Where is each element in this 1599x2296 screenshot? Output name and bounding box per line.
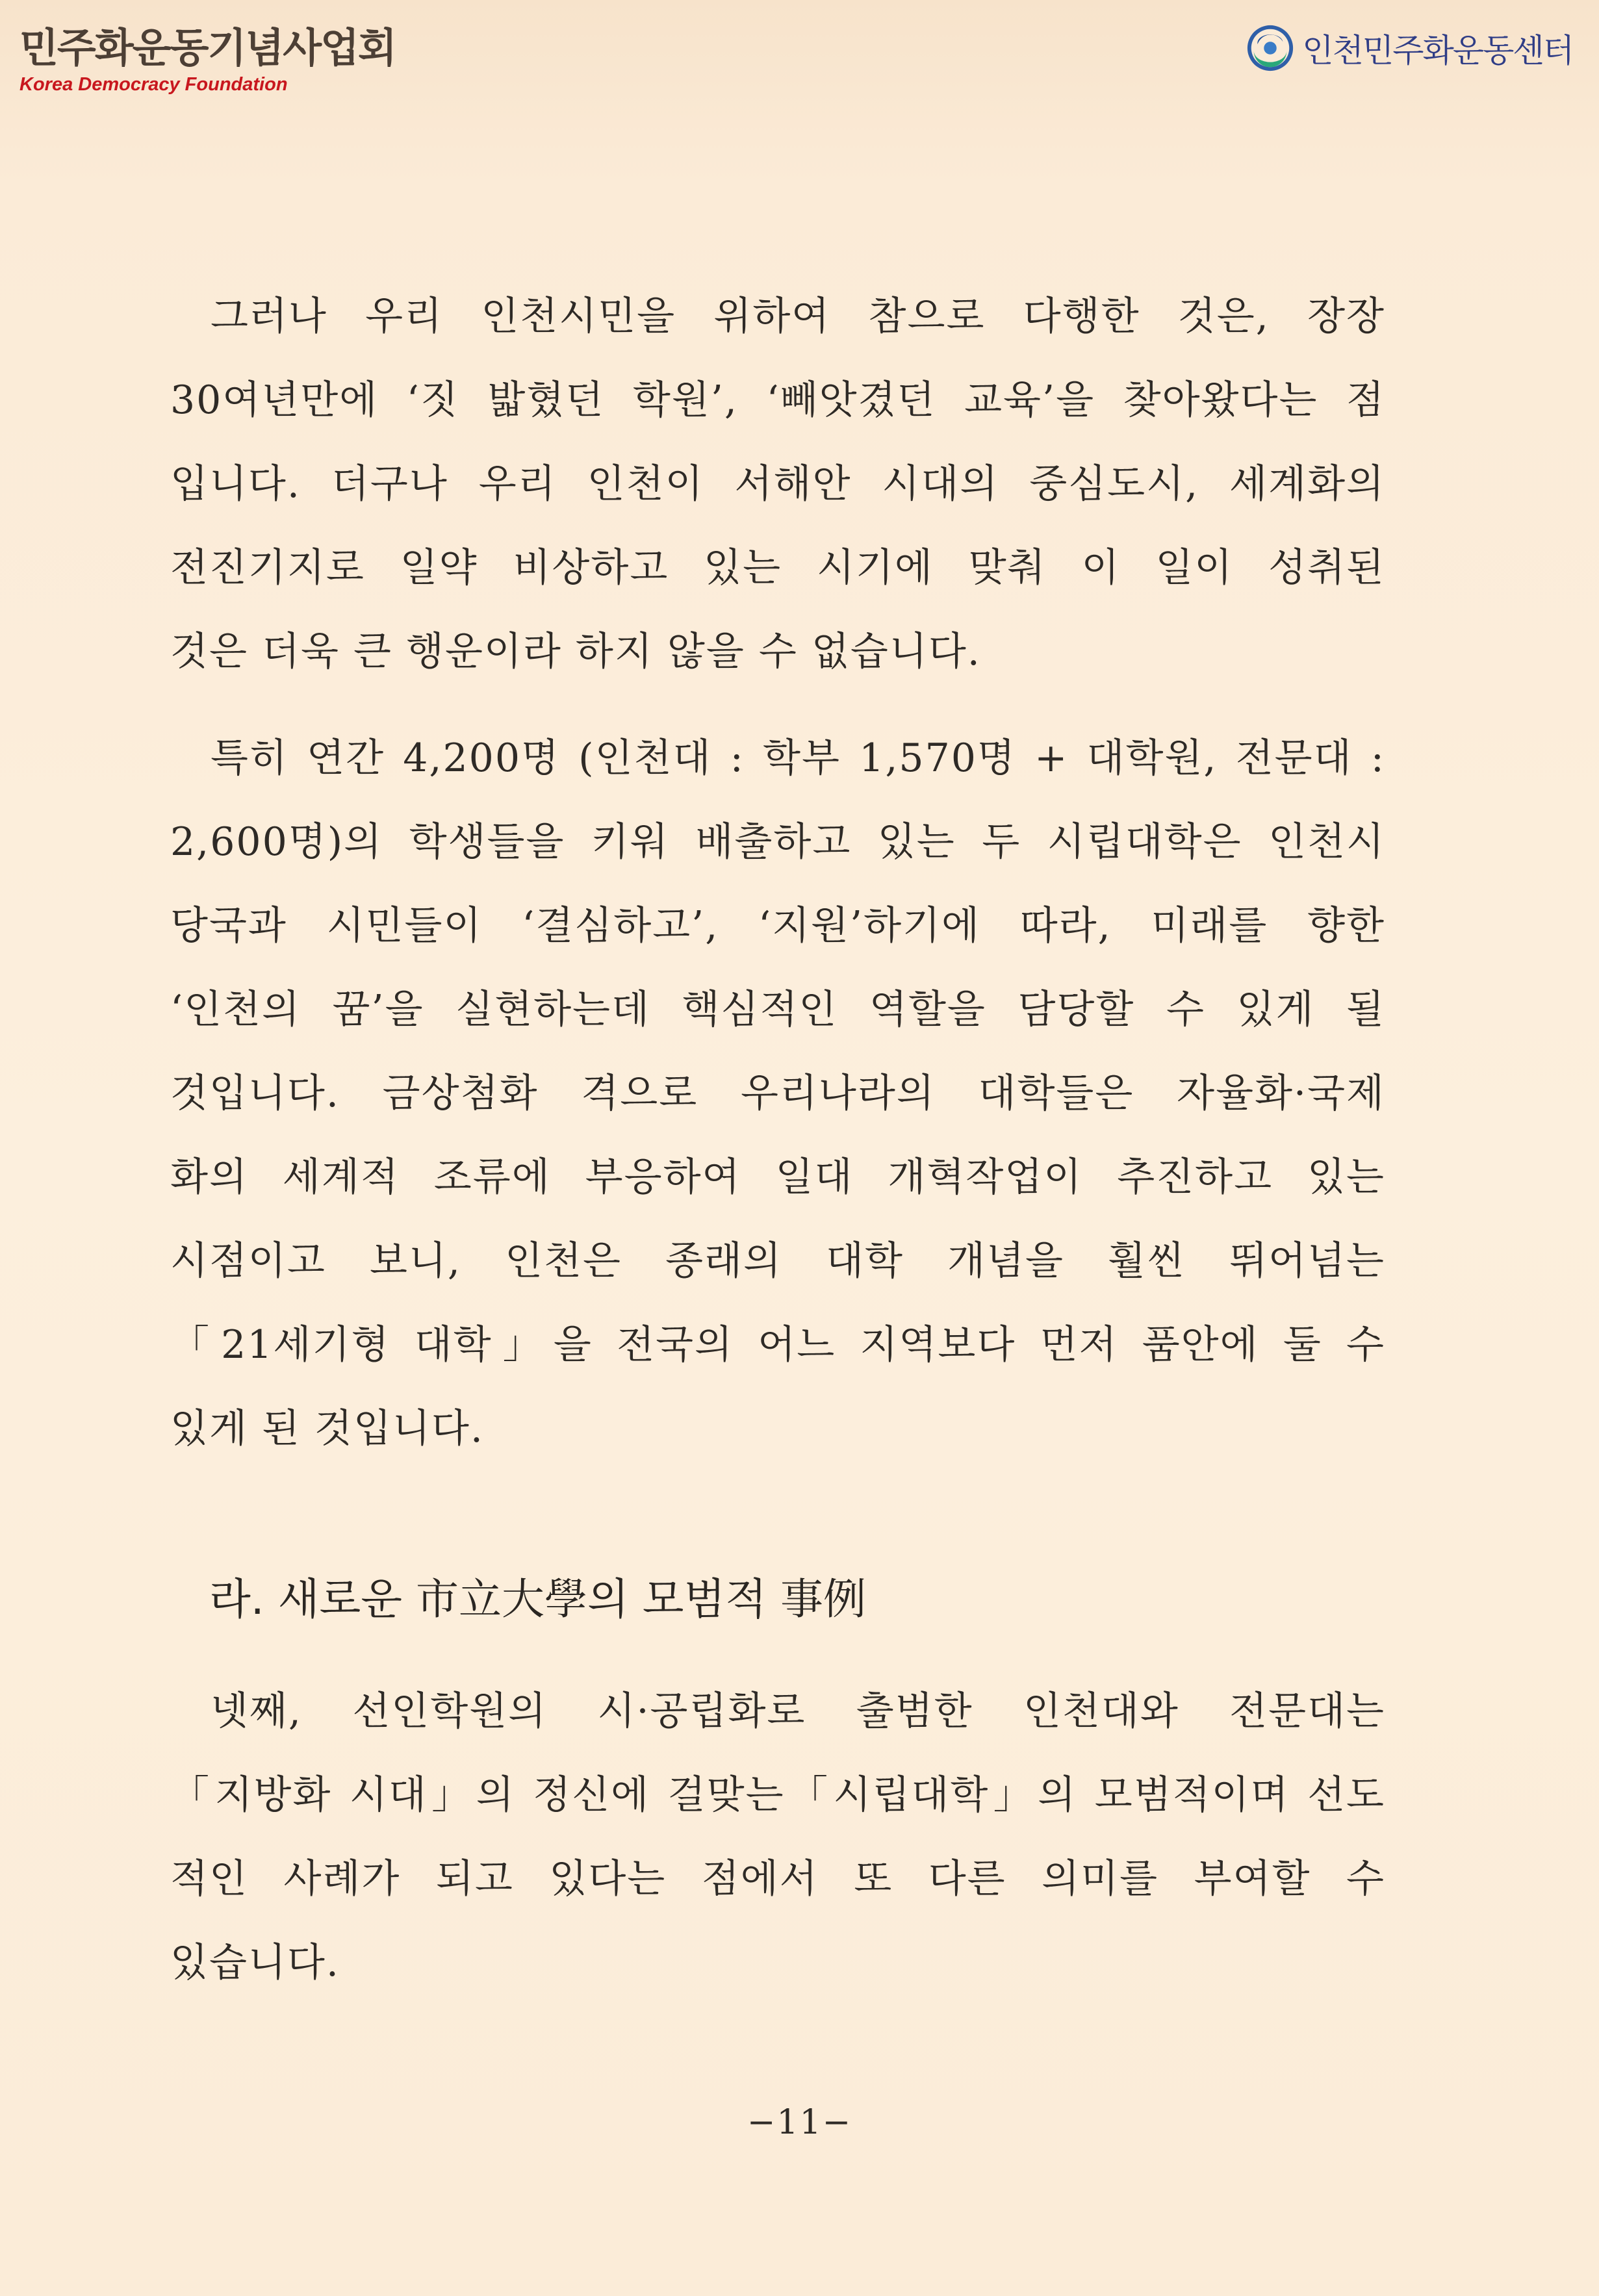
- text-line: 화의 세계적 조류에 부응하여 일대 개혁작업이 추진하고 있는: [170, 1154, 1385, 1200]
- text-line: 30여년만에 ‘짓 밟혔던 학원’, ‘빼앗겼던 교육’을 찾아왔다는 점: [170, 377, 1385, 423]
- text-line: 입니다. 더구나 우리 인천이 서해안 시대의 중심도시, 세계화의: [170, 461, 1385, 507]
- incheon-center-logo: [1245, 22, 1573, 74]
- kdf-logo-korean: 민주화운동기념사업회: [19, 24, 396, 71]
- text-line: 2,600명)의 학생들을 키워 배출하고 있는 두 시립대학은 인천시: [170, 819, 1385, 865]
- text-line: 특히 연간 4,200명 (인천대 : 학부 1,570명 + 대학원, 전문대 :: [211, 735, 1385, 781]
- text-line: 그러나 우리 인천시민을 위하여 참으로 다행한 것은, 장장: [211, 294, 1385, 339]
- paragraph-2: [170, 717, 1385, 1471]
- text-line: 시점이고 보니, 인천은 종래의 대학 개념을 훨씬 뛰어넘는: [170, 1238, 1385, 1284]
- text-line: 「지방화 시대」의 정신에 걸맞는「시립대학」의 모범적이며 선도: [170, 1772, 1385, 1818]
- text-line: 있습니다.: [170, 1940, 340, 1985]
- text-line: 당국과 시민들이 ‘결심하고’, ‘지원’하기에 따라, 미래를 향한: [170, 903, 1385, 949]
- text-line: 넷째, 선인학원의 시·공립화로 출범한 인천대와 전문대는: [211, 1689, 1385, 1734]
- section-heading: 라. 새로운 市立大學의 모범적 事例: [209, 1574, 866, 1624]
- text-line: 전진기지로 일약 비상하고 있는 시기에 맞춰 이 일이 성취된: [170, 545, 1385, 591]
- text-line: 것입니다. 금상첨화 격으로 우리나라의 대학들은 자율화·국제: [170, 1071, 1385, 1116]
- paragraph-3: [170, 1670, 1385, 2005]
- paragraph-1: [170, 275, 1385, 694]
- kdf-logo: [19, 23, 396, 96]
- page-number: −11−: [747, 2103, 852, 2142]
- text-line: 있게 된 것입니다.: [170, 1406, 484, 1451]
- text-line: 적인 사례가 되고 있다는 점에서 또 다른 의미를 부여할 수: [170, 1856, 1385, 1902]
- incheon-center-name: 인천민주화운동센터: [1302, 32, 1573, 70]
- text-line: ‘인천의 꿈’을 실현하는데 핵심적인 역할을 담당할 수 있게 될: [170, 987, 1385, 1032]
- kdf-logo-english: Korea Democracy Foundation: [19, 74, 288, 95]
- text-line: 「21세기형 대학」을 전국의 어느 지역보다 먼저 품안에 둘 수: [170, 1322, 1385, 1368]
- text-line: 것은 더욱 큰 행운이라 하지 않을 수 없습니다.: [170, 629, 981, 674]
- incheon-center-emblem-icon: [1245, 23, 1296, 73]
